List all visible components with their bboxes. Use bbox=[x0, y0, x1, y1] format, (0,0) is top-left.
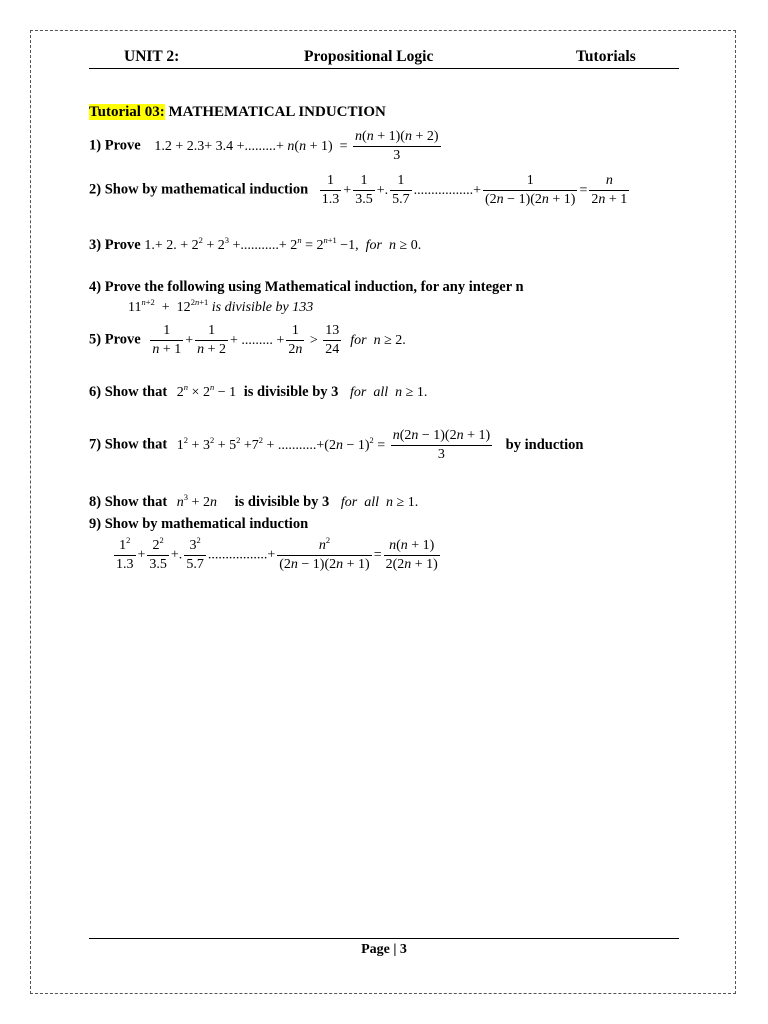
question-4-expression: $11^{n+2} + 12^{2n+1}$ is divisible by 133 bbox=[128, 297, 314, 315]
question-lead: Show that bbox=[104, 436, 168, 453]
question-lead: Show that bbox=[104, 384, 168, 400]
question-number: 1) bbox=[89, 137, 102, 154]
question-3 bbox=[89, 237, 421, 254]
tutorial-label: Tutorial 03: bbox=[89, 104, 165, 120]
math-expression: 1.2 + 2.3+ 3.4 +.........+ n(n + 1) = $\frac{n(n + 1)(n + 2)}{3}$ bbox=[154, 129, 439, 163]
question-2 bbox=[89, 172, 631, 209]
question-lead: Prove bbox=[104, 137, 141, 154]
math-expression: $\frac{1}{1.3}$ + $\frac{1}{3.5}$ +. $\frac{1}{5.7}$ .................+ $\frac{1}{(2n - 1)(2n + 1)}$ = $\frac{n}{2n + 1}$ bbox=[321, 173, 628, 207]
question-number: 5) bbox=[89, 331, 102, 348]
question-number: 8) bbox=[89, 494, 102, 510]
math-expression: 1.+ 2. + $2^2 + 2^3$ +...........+ $2^n = 2^{n+1} -1$, for n ≥ 0. bbox=[144, 235, 422, 253]
tutorial-title: MATHEMATICAL INDUCTION bbox=[168, 104, 386, 120]
question-lead: Prove bbox=[104, 331, 141, 348]
page-number: Page | 3 bbox=[361, 942, 407, 957]
header-section: Tutorials bbox=[576, 48, 636, 65]
question-lead: Prove the following using Mathematical induction, for any integer n bbox=[104, 279, 524, 295]
question-9 bbox=[89, 516, 308, 533]
question-7 bbox=[89, 427, 583, 464]
question-lead: Show by mathematical induction bbox=[104, 181, 309, 198]
question-mid: is divisible by 3 bbox=[243, 384, 339, 400]
question-tail: by induction bbox=[505, 436, 584, 453]
question-mid: is divisible by 3 bbox=[234, 494, 330, 510]
question-number: 2) bbox=[89, 181, 102, 198]
question-4-suffix: is divisible by 133 bbox=[211, 300, 314, 315]
question-lead: Show by mathematical induction bbox=[104, 516, 309, 532]
question-8 bbox=[89, 494, 418, 511]
question-6 bbox=[89, 384, 427, 401]
math-condition: for all n ≥ 1. bbox=[340, 495, 419, 510]
header-rule bbox=[89, 68, 679, 69]
header-unit: UNIT 2: bbox=[124, 48, 180, 65]
question-number: 3) bbox=[89, 237, 102, 253]
question-number: 4) bbox=[89, 279, 102, 295]
math-expression: $2^n \times 2^n - 1$ bbox=[176, 382, 237, 400]
question-number: 7) bbox=[89, 436, 102, 453]
question-lead: Show that bbox=[104, 494, 168, 510]
question-number: 6) bbox=[89, 384, 102, 400]
header-subject: Propositional Logic bbox=[304, 48, 434, 65]
math-expression: $\frac{1}{n + 1}$ + $\frac{1}{n + 2}$ + ......... + $\frac{1}{2n}$ > $\frac{13}{24}$ for n ≥ 2. bbox=[152, 323, 406, 357]
footer-rule bbox=[89, 938, 679, 939]
math-expression: $1^2 + 3^2 + 5^2 +7^2 + ...........+(2n - 1)^2$ = $\frac{n(2n - 1)(2n + 1)}{3}$ bbox=[176, 428, 491, 462]
question-lead: Prove bbox=[104, 237, 141, 253]
tutorial-title-row bbox=[89, 104, 386, 121]
math-condition: for all n ≥ 1. bbox=[350, 385, 428, 400]
question-5 bbox=[89, 322, 406, 359]
question-9-expression: $\frac{1^2}{1.3}$ + $\frac{2^2}{3.5}$ +. $\frac{3^2}{5.7}$ .................+ $\frac{n^2}{(2n - 1)(2n + 1)}$ = $\frac{n(n + 1)}{2(2n + 1)}$ bbox=[116, 535, 438, 572]
question-number: 9) bbox=[89, 516, 102, 532]
question-4 bbox=[89, 279, 524, 296]
math-expression: $n^3 + 2n$ bbox=[176, 492, 217, 510]
question-1 bbox=[89, 128, 443, 165]
